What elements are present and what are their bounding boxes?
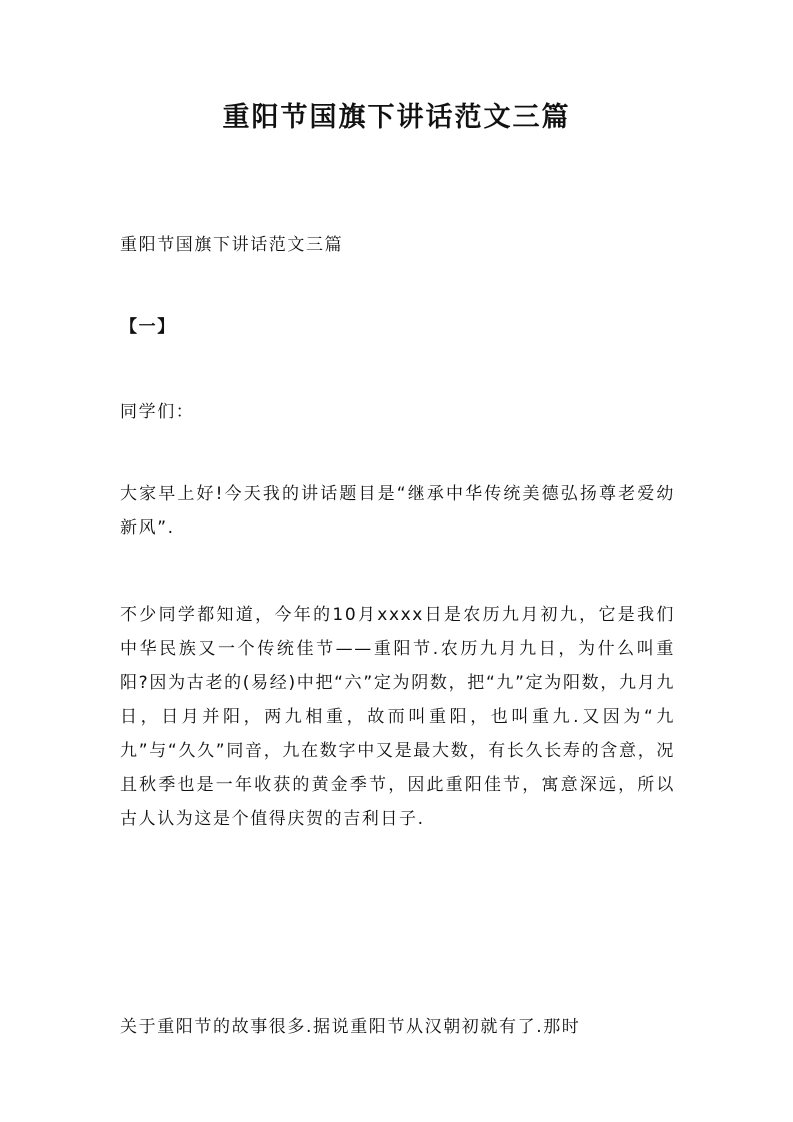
paragraph-intro: 大家早上好!今天我的讲话题目是“继承中华传统美德弘扬尊老爱幼新风”. <box>120 484 675 538</box>
greeting-line: 同学们： <box>120 402 195 422</box>
document-subtitle: 重阳节国旗下讲话范文三篇 <box>120 235 344 255</box>
paragraph-stories: 关于重阳节的故事很多.据说重阳节从汉朝初就有了.那时 <box>120 1017 581 1037</box>
document-title: 重阳节国旗下讲话范文三篇 <box>222 102 571 133</box>
paragraph-origin: 不少同学都知道，今年的10月xxxx日是农历九月初九，它是我们中华民族又一个传统佳节——重阳节.农历九月九日，为什么叫重阳?因为古老的(易经)中把“六”定为阴数，把“九”定为阳数，九月九日，日月并阳，两九相重，故而叫重阳，也叫重九.又因为“九九”与“久久”同音，九在数字中又是最大数，有长久长寿的含意，况且秋季也是一年收获的黄金季节，因此重阳佳节，寓意深远，所以古人认为这是个值得庆贺的吉利日子. <box>120 605 675 829</box>
section-marker: 【一】 <box>120 317 176 337</box>
